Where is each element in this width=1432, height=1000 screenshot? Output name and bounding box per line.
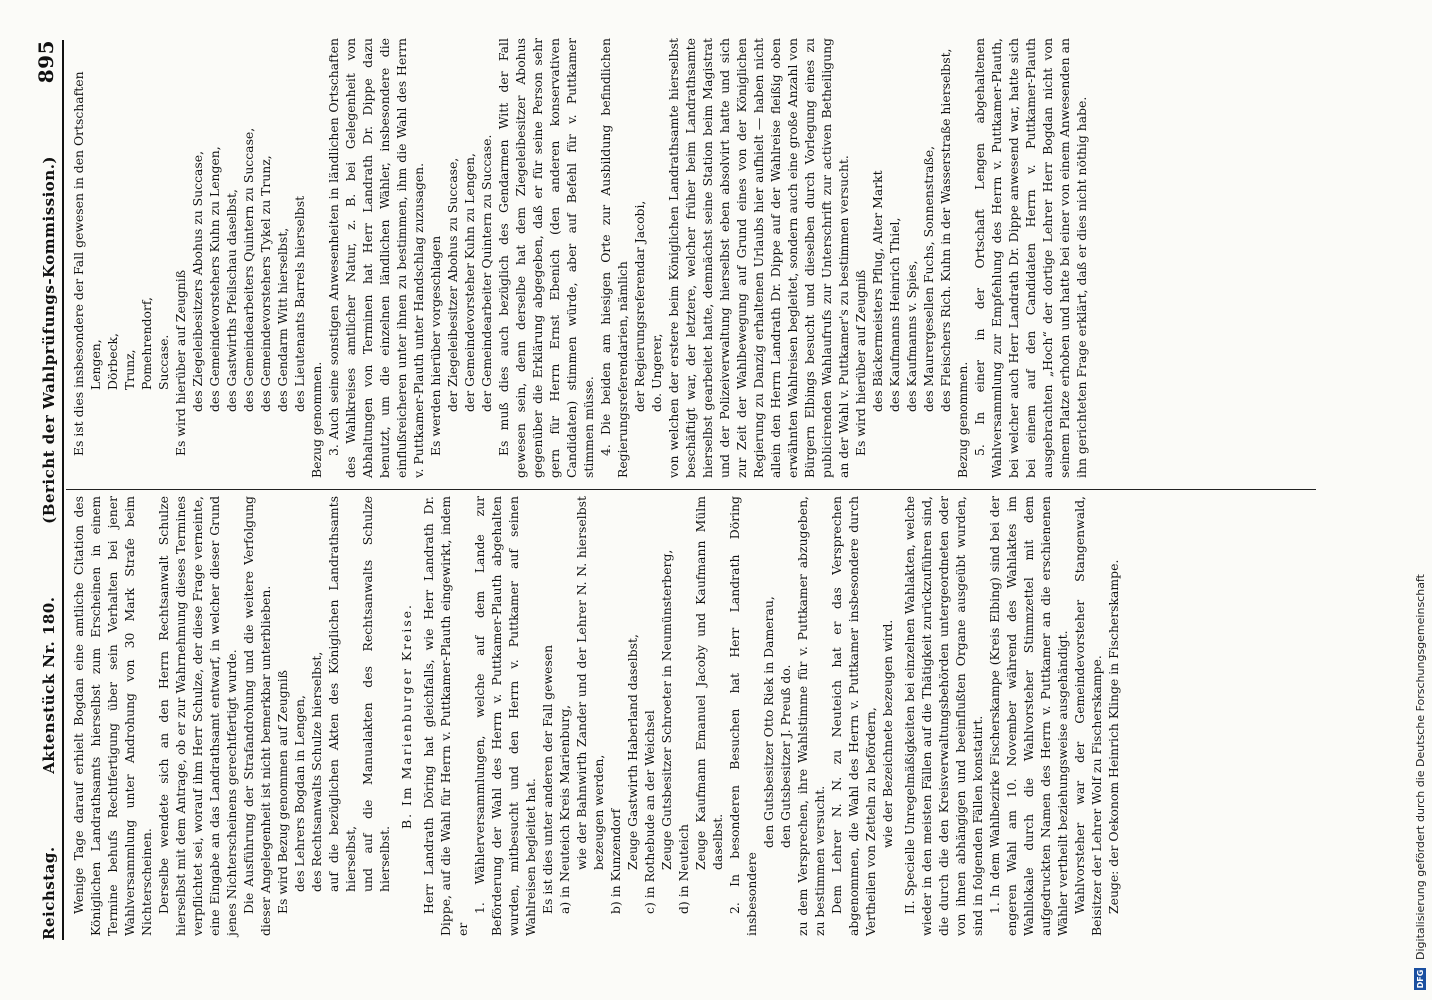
- witness-line: des Kaufmanns v. Spies,: [904, 260, 919, 412]
- paragraph: Es wird hierüber auf Zeugniß: [853, 270, 868, 456]
- list-item: a) in Neuteich Kreis Marienburg,: [557, 704, 572, 914]
- witness-line: do. Ungerer,: [649, 333, 664, 412]
- paragraph: 2. In besonderen Besuchen hat Herr Landrath Döring insbesondere: [727, 496, 759, 936]
- witness-line: wie der Bezeichnete bezeugen wird.: [880, 619, 895, 848]
- witness-line: des Gemeindevorstehers Tykel zu Trunz,: [258, 155, 273, 412]
- paragraph: Bezug genommen.: [309, 361, 324, 478]
- place-name: Pomehrendorf,: [139, 297, 154, 390]
- page-header: [18, 40, 58, 940]
- paragraph: von welchen der erstere beim Königlichen Landrathsamte hierselbst beschäftigt war, der letztere, welcher früher beim Landrathsamte hierselbst gearbeitet hatte, demnächst seine Station beim Magistrat und der Polizeiverwaltung hierselbst eben absolvirt hatte und sich zur Zeit der Wahlbewegung auf Grund eines von der Königlichen Regierung zu Danzig erhaltenen Urlaubs hier aufhielt — haben nicht allein den Herrn Landrath Dr. Dippe auf der Wahlreise fleißig oben erwähnten Wahlreisen begleitet, sondern auch eine große Anzahl von Bürgern Elbings besucht und dieselben durch Vorlegung eines zu publicirenden Wahlaufrufs zur Unterschrift zur activen Betheiligung an der Wahl v. Puttkamer's zu bestimmen versucht.: [666, 38, 851, 478]
- witness-line: wie der Bahnwirth Zander und der Lehrer N. N. hierselbst bezeugen werden,: [574, 496, 606, 870]
- paragraph: zu dem Versprechen, ihre Wahlstimme für v. Puttkamer abzugeben, zu bestimmen versucht.: [795, 496, 827, 936]
- header-right: (Bericht der Wahlprüfungs-Kommission.): [40, 155, 58, 524]
- place-name: Trunz,: [122, 349, 137, 390]
- paragraph: 1. In dem Wahlbezirke Fischerskampe (Kreis Elbing) sind bei der engeren Wahl am 10. November während des Wahlaktes im Wahllokale durch die Wahlvorsteher Stimmzettel mit dem aufgedruckten Namen des Herrn v. Puttkamer an die erschienenen Wähler vertheilt beziehungsweise ausgehändigt.: [987, 496, 1070, 936]
- paragraph: Es werden hierüber vorgeschlagen: [428, 235, 443, 456]
- paragraph: Wenige Tage darauf erhielt Bogdan eine amtliche Citation des Königlichen Landrathsamts hierselbst zum Erscheinen in einem Termine behufs Rechtfertigung über sein Verhalten bei jener Wahlversammlung unter Androhung von 30 Mark Strafe beim Nichterscheinen.: [71, 496, 154, 936]
- witness-line: des Bäckermeisters Pflug, Alter Markt: [870, 170, 885, 412]
- paragraph: Es wird Bezug genommen auf Zeugniß: [275, 670, 290, 914]
- witness-line: Zeuge Gutsbesitzer Schroeter in Neumünsterberg,: [659, 549, 674, 870]
- witness-line: den Gutsbesitzer Otto Riek in Damerau,: [761, 596, 776, 848]
- page-number: 895: [34, 40, 58, 84]
- list-item: d) in Neuteich: [676, 824, 691, 914]
- place-name: Lengen,: [88, 339, 103, 390]
- footer-text: Digitalisierung gefördert durch die Deutsche Forschungsgemeinschaft: [1413, 574, 1427, 960]
- witness-line: Zeuge Kaufmann Emanuel Jacoby und Kaufmann Mülm daselbst.: [693, 496, 725, 870]
- header-center: Aktenstück Nr. 180.: [40, 596, 58, 774]
- place-name: Dörbeck,: [105, 333, 120, 390]
- witness-line: auf die bezüglichen Akten des Königlichen Landrathsamts hierselbst,: [326, 496, 358, 892]
- paragraph: 5. In einer in der Ortschaft Lengen abgehaltenen Wahlversammlung zur Empfehlung des Herrn v. Puttkamer-Plauth, bei welcher auch Herr Landrath Dr. Dippe anwesend war, hatte sich bei einem auf den Candidaten Herrn v. Puttkamer-Plauth ausgebrachten „Hoch“ der dortige Lehrer Herr Bogdan nicht von seinem Platze erhoben und hatte bei einer von einem Anwesenden an ihn gerichteten Frage erklärt, daß er dies nicht nöthig habe.: [972, 38, 1089, 478]
- header-rule: [62, 40, 64, 940]
- witness-line: des Gemeindevorstehers Kuhn zu Lengen,: [207, 146, 222, 412]
- place-name: Succase.: [156, 334, 171, 390]
- witness-line: des Maurergesellen Fuchs, Sonnenstraße,: [921, 145, 936, 412]
- paragraph: Bezug genommen.: [955, 361, 970, 478]
- list-item: b) in Kunzendorf: [608, 808, 623, 914]
- paragraph: Die Ausführung der Strafandrohung und die weitere Verfolgung dieser Angelegenheit ist nicht bemerkbar unterblieben.: [241, 496, 273, 936]
- paragraph: Derselbe wendete sich an den Herrn Rechtsanwalt Schulze hierselbst mit dem Antrage, ob er zur Wahrnehmung dieses Termines verpflichtet sei, worauf ihm Herr Schulze, der diese Frage verneinte, eine Eingabe an das Landrathsamt entwarf, in welcher dieser Grund jenes Nichterscheinens gerechtfertigt wurde.: [156, 496, 239, 936]
- witness-line: der Regierungsreferendar Jacobi,: [632, 200, 647, 412]
- witness-line: des Kaufmanns Heinrich Thiel,: [887, 217, 902, 412]
- paragraph: Herr Landrath Döring hat gleichfalls, wie Herr Landrath Dr. Dippe, auf die Wahl für Herrn v. Puttkamer-Plauth eingewirkt, indem er: [421, 496, 470, 936]
- header-left: Reichstag.: [40, 846, 58, 940]
- paragraph: 3. Auch seine sonstigen Anwesenheiten in ländlichen Ortschaften des Wahlkreises amtlicher Natur, z. B. bei Gelegenheit von Abhaltungen von Terminen hat Herr Landrath Dr. Dippe dazu benutzt, um die einzelnen ländlichen Wähler, insbesondere die einflußreicheren unter ihnen zu bestimmen, ihm die Wahl des Herrn v. Puttkamer-Plauth unter Handschlag zuzusagen.: [326, 38, 426, 478]
- paragraph: Wahlvorsteher war der Gemeindevorsteher Stangenwald, Beisitzer der Lehrer Wolf zu Fischerskampe.: [1072, 496, 1104, 936]
- paragraph: Dem Lehrer N. N. zu Neuteich hat er das Versprechen abgenommen, die Wahl des Herrn v. Puttkamer insbesondere durch Vertheilen von Zetteln zu befördern,: [829, 496, 878, 936]
- witness-line: des Ziegeleibesitzers Abohus zu Succase,: [190, 150, 205, 412]
- witness-line: des Fleischers Rich. Kuhn in der Wasserstraße hierselbst,: [938, 48, 953, 412]
- paragraph: 4. Die beiden am hiesigen Orte zur Ausbildung befindlichen Regierungsreferendarien, nämlich: [598, 38, 630, 478]
- witness-line: Zeuge Gastwirth Haberland daselbst,: [625, 634, 640, 870]
- witness-line: der Ziegeleibesitzer Abohus zu Succase,: [445, 157, 460, 412]
- paragraph: 1. Wählerversammlungen, welche auf dem Lande zur Beförderung der Wahl des Herrn v. Puttkamer-Plauth abgehalten wurden, mitbesucht und den Herrn v. Puttkamer auf seinen Wahlreisen begleitet hat.: [472, 496, 538, 936]
- witness-line: der Gemeindevorsteher Kuhn zu Lengen,: [462, 153, 477, 412]
- witness-line: des Gastwirths Pfeilschau daselbst,: [224, 189, 239, 412]
- witness-line: des Gemeindearbeiters Quintern zu Succase,: [241, 127, 256, 412]
- witness-line: und auf die Manualakten des Rechtsanwalts Schulze hierselbst.: [360, 496, 392, 892]
- column-divider: [66, 489, 1316, 490]
- paragraph: Es muß dies auch bezüglich des Gendarmen Witt der Fall gewesen sein, denn derselbe hat dem Ziegeleibesitzer Abohus gegenüber die Erklärung abgegeben, daß er für seine Person sehr gern für Herrn Ernst Ebenich (den anderen konservativen Candidaten) stimmen würde, aber auf Befehl für v. Puttkamer stimmen müsse.: [496, 38, 596, 478]
- paragraph: II. Specielle Unregelmäßigkeiten bei einzelnen Wahlakten, welche wieder in den meisten Fällen auf die Thätigkeit zurückzuführen sind, die durch die den Kreisverwaltungsbehörden untergeordneten oder von ihnen abhängigen und beeinflußten Organe ausgeübt wurden, sind in folgenden Fällen konstatirt.: [902, 496, 985, 936]
- witness-line: des Rechtsanwalts Schulze hierselbst,: [309, 651, 324, 892]
- paragraph: Es ist dies insbesondere der Fall gewesen in den Ortschaften: [71, 71, 86, 456]
- dfg-logo-icon: DFG: [1415, 969, 1425, 989]
- witness-line: des Lieutenants Barrels hierselbst: [292, 195, 307, 412]
- list-item: c) in Rothebude an der Weichsel: [642, 710, 657, 914]
- witness-line: des Gendarm Witt hierselbst,: [275, 227, 290, 412]
- paragraph: Zeuge: der Oekonom Heinrich Klinge in Fischerskampe.: [1106, 559, 1121, 914]
- right-column: [70, 38, 1320, 478]
- left-column: [70, 496, 1320, 936]
- witness-line: des Lehrers Bogdan in Lengen,: [292, 695, 307, 892]
- witness-line: den Gutsbesitzer J. Preuß do.: [778, 664, 793, 848]
- witness-line: der Gemeindearbeiter Quintern zu Succase.: [479, 134, 494, 412]
- paragraph: Es wird hierüber auf Zeugniß: [173, 270, 188, 456]
- paragraph: Es ist dies unter anderen der Fall gewesen: [540, 644, 555, 914]
- section-heading: B. Im Marienburger Kreise.: [399, 603, 414, 829]
- digitization-footer: [1410, 0, 1430, 990]
